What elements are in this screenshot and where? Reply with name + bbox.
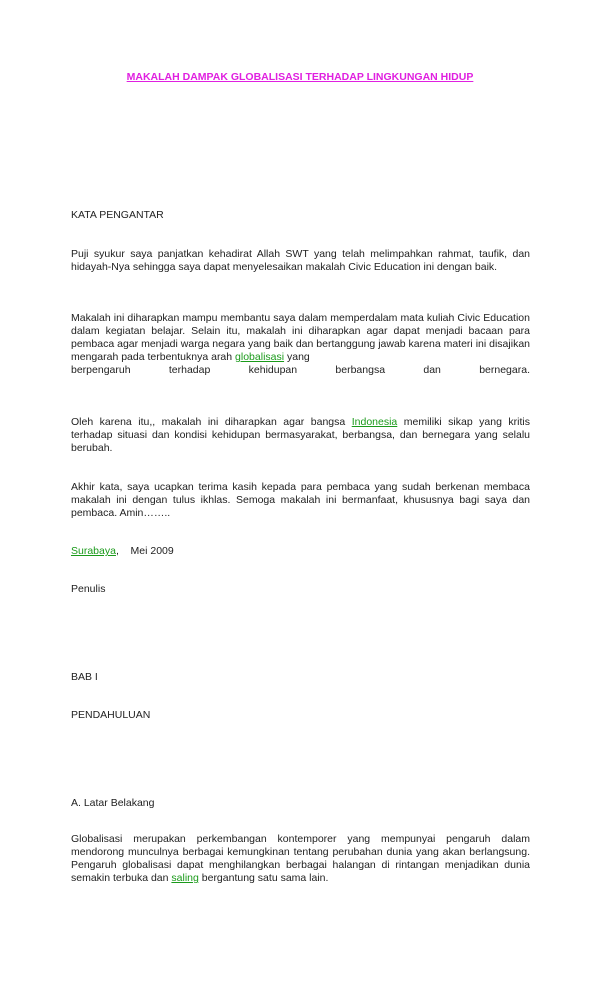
paragraph-intro: Puji syukur saya panjatkan kehadirat Allah SWT yang telah melimpahkan rahmat, taufik, dan hidayah-Nya sehingga saya dapat menyelesaikan makalah Civic Education ini dengan baik. [71,248,530,273]
paragraph-indonesia-text: Oleh karena itu,, makalah ini diharapkan agar bangsa [71,416,352,428]
author-label: Penulis [71,583,106,595]
paragraph-purpose-text: Makalah ini diharapkan mampu membantu saya dalam memperdalam mata kuliah Civic Education dalam kegiatan belajar. Selain itu, makalah ini diharapkan agar dapat menjadi bacaan para pembaca agar menjadi warga negara yang baik dan bertanggung jawab karena materi ini disajikan mengarah pada terbentuknya arah [71,312,530,363]
chapter-title: PENDAHULUAN [71,709,151,721]
paragraph-purpose-tail: yang [284,351,310,363]
word: berpengaruh [71,364,131,376]
word: kehidupan [248,364,298,376]
word: berbangsa [335,364,386,376]
word: dan [423,364,441,376]
paragraph-globalisasi-tail: bergantung satu sama lain. [198,872,329,884]
paragraph-indonesia-tail: memiliki sikap yang kritis terhadap situasi dan kondisi kehidupan bermasyarakat, berbangsa, dan bernegara yang selalu berubah. [71,416,530,454]
heading-kata-pengantar: KATA PENGANTAR [71,209,164,221]
word: bernegara. [479,364,530,376]
word: terhadap [168,364,211,376]
link-globalisasi[interactable]: globalisasi [235,351,285,363]
link-surabaya[interactable]: Surabaya [71,545,116,557]
paragraph-purpose [71,312,530,377]
section-heading-latar-belakang: A. Latar Belakang [71,797,155,809]
document-title: MAKALAH DAMPAK GLOBALISASI TERHADAP LINGKUNGAN HIDUP [126,71,474,83]
place-date-line [71,545,530,558]
paragraph-indonesia [71,416,530,455]
chapter-number: BAB I [71,671,98,683]
date-text: , Mei 2009 [115,545,174,557]
paragraph-closing: Akhir kata, saya ucapkan terima kasih kepada para pembaca yang sudah berkenan membaca makalah ini dengan tulus ikhlas. Semoga makalah ini bermanfaat, khususnya bagi saya dan pembaca. Amin…….. [71,481,530,519]
paragraph-globalisasi-text: Globalisasi merupakan perkembangan kontemporer yang mempunyai pengaruh dalam mendorong munculnya berbagai kemungkinan tentang perubahan dunia yang akan berlangsung. Pengaruh globalisasi dapat menghilangkan berbagai halangan di rintangan menjadikan dunia semakin terbuka dan [71,833,530,884]
link-indonesia[interactable]: Indonesia [351,416,398,428]
paragraph-globalisasi [71,833,530,885]
paragraph-purpose-last-line [71,364,530,377]
link-saling[interactable]: saling [171,872,199,884]
